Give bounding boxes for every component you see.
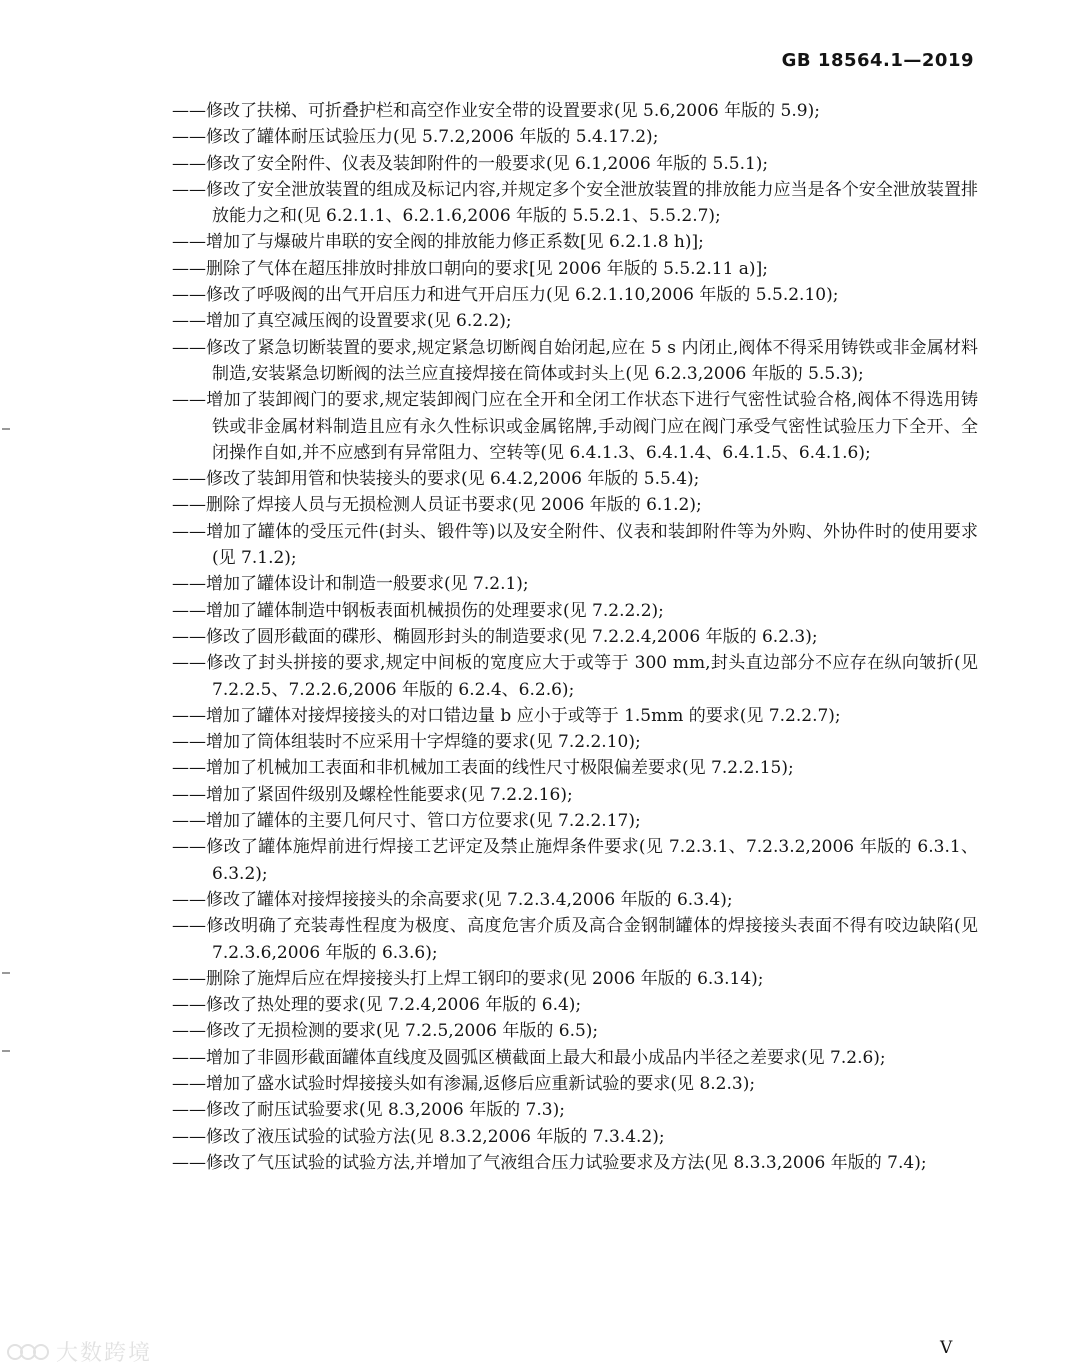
watermark-text: 大数跨境 <box>56 1341 153 1366</box>
watermark <box>6 1336 152 1367</box>
list-item: ——删除了气体在超压排放时排放口朝向的要求[见 2006 年版的 5.5.2.11 a)]; <box>172 258 768 279</box>
standard-code: GB 18564.1—2019 <box>781 50 974 71</box>
list-item: ——增加了真空减压阀的设置要求(见 6.2.2); <box>172 311 512 332</box>
list-item: ——修改明确了充装毒性程度为极度、高度危害介质及高合金钢制罐体的焊接接头表面不得有咬边缺陷(见 7.2.3.6,2006 年版的 6.3.6); <box>172 916 978 963</box>
list-item: ——修改了紧急切断装置的要求,规定紧急切断阀自始闭起,应在 5 s 内闭止,阀体不得采用铸铁或非金属材料制造,安装紧急切断阀的法兰应直接焊接在筒体或封头上(见 6.2.3,2006 年版的 5.5.3); <box>172 337 978 384</box>
list-item: ——修改了扶梯、可折叠护栏和高空作业安全带的设置要求(见 5.6,2006 年版的 5.9); <box>172 101 820 121</box>
list-item: ——修改了耐压试验要求(见 8.3,2006 年版的 7.3); <box>172 1100 565 1121</box>
scan-edge-mark <box>2 972 10 974</box>
list-item: ——修改了安全泄放装置的组成及标记内容,并规定多个安全泄放装置的排放能力应当是各个安全泄放装置排放能力之和(见 6.2.1.1、6.2.1.6,2006 年版的 5.5.2.1、5.5.2.7); <box>172 179 978 227</box>
list-item: ——修改了无损检测的要求(见 7.2.5,2006 年版的 6.5); <box>172 1021 599 1042</box>
list-item: ——增加了罐体的受压元件(封头、锻件等)以及安全附件、仪表和装卸附件等为外购、外协件时的使用要求(见 7.1.2); <box>172 521 978 569</box>
list-item: ——修改了罐体施焊前进行焊接工艺评定及禁止施焊条件要求(见 7.2.3.1、7.2.3.2,2006 年版的 6.3.1、6.3.2); <box>172 837 978 884</box>
list-item: ——增加了筒体组装时不应采用十字焊缝的要求(见 7.2.2.10); <box>172 732 641 753</box>
list-item: ——修改了安全附件、仪表及装卸附件的一般要求(见 6.1,2006 年版的 5.5.1); <box>172 153 769 174</box>
list-item: ——修改了装卸用管和快装接头的要求(见 6.4.2,2006 年版的 5.5.4); <box>172 469 700 490</box>
list-item: ——增加了非圆形截面罐体直线度及圆弧区横截面上最大和最小成品内半径之差要求(见 7.2.6); <box>172 1047 886 1068</box>
list-item: ——修改了圆形截面的碟形、椭圆形封头的制造要求(见 7.2.2.4,2006 年版的 6.2.3); <box>172 626 818 647</box>
list-item: ——修改了热处理的要求(见 7.2.4,2006 年版的 6.4); <box>172 995 582 1016</box>
page-number: V <box>940 1338 953 1358</box>
list-item: ——增加了盛水试验时焊接接头如有渗漏,返修后应重新试验的要求(见 8.2.3); <box>172 1073 756 1094</box>
list-item: ——删除了焊接人员与无损检测人员证书要求(见 2006 年版的 6.1.2); <box>172 495 702 516</box>
list-item: ——修改了罐体耐压试验压力(见 5.7.2,2006 年版的 5.4.17.2); <box>172 127 659 148</box>
list-item: ——修改了罐体对接焊接接头的余高要求(见 7.2.3.4,2006 年版的 6.3.4); <box>172 889 733 910</box>
list-item: ——增加了机械加工表面和非机械加工表面的线性尺寸极限偏差要求(见 7.2.2.15); <box>172 758 794 779</box>
list-item: ——增加了与爆破片串联的安全阀的排放能力修正系数[见 6.2.1.8 h)]; <box>172 232 704 253</box>
list-item: ——修改了气压试验的试验方法,并增加了气液组合压力试验要求及方法(见 8.3.3,2006 年版的 7.4); <box>172 1152 927 1173</box>
watermark-logo-icon <box>6 1339 50 1365</box>
amendment-list <box>172 98 978 1176</box>
list-item: ——增加了罐体设计和制造一般要求(见 7.2.1); <box>172 574 529 595</box>
scan-edge-mark <box>2 428 10 430</box>
list-item: ——增加了罐体对接焊接接头的对口错边量 b 应小于或等于 1.5mm 的要求(见 7.2.2.7); <box>172 705 841 726</box>
list-item: ——增加了装卸阀门的要求,规定装卸阀门应在全开和全闭工作状态下进行气密性试验合格,阀体不得选用铸铁或非金属材料制造且应有永久性标识或金属铭牌,手动阀门应在阀门承受气密性试验压力下全开、全闭操作自如,并不应感到有异常阻力、空转等(见 6.4.1.3、6.4.1.4、6.4.1.5、6.4.1.6); <box>172 390 978 463</box>
list-item: ——删除了施焊后应在焊接接头打上焊工钢印的要求(见 2006 年版的 6.3.14); <box>172 968 764 989</box>
scan-edge-mark <box>2 1050 10 1052</box>
list-item: ——修改了呼吸阀的出气开启压力和进气开启压力(见 6.2.1.10,2006 年版的 5.5.2.10); <box>172 285 839 306</box>
list-item: ——修改了封头拼接的要求,规定中间板的宽度应大于或等于 300 mm,封头直边部分不应存在纵向皱折(见 7.2.2.5、7.2.2.6,2006 年版的 6.2.4、6.2.6); <box>172 653 978 700</box>
list-item: ——修改了液压试验的试验方法(见 8.3.2,2006 年版的 7.3.4.2); <box>172 1126 665 1147</box>
list-item: ——增加了罐体的主要几何尺寸、管口方位要求(见 7.2.2.17); <box>172 811 641 832</box>
list-item: ——增加了罐体制造中钢板表面机械损伤的处理要求(见 7.2.2.2); <box>172 600 664 621</box>
list-item: ——增加了紧固件级别及螺栓性能要求(见 7.2.2.16); <box>172 784 573 805</box>
